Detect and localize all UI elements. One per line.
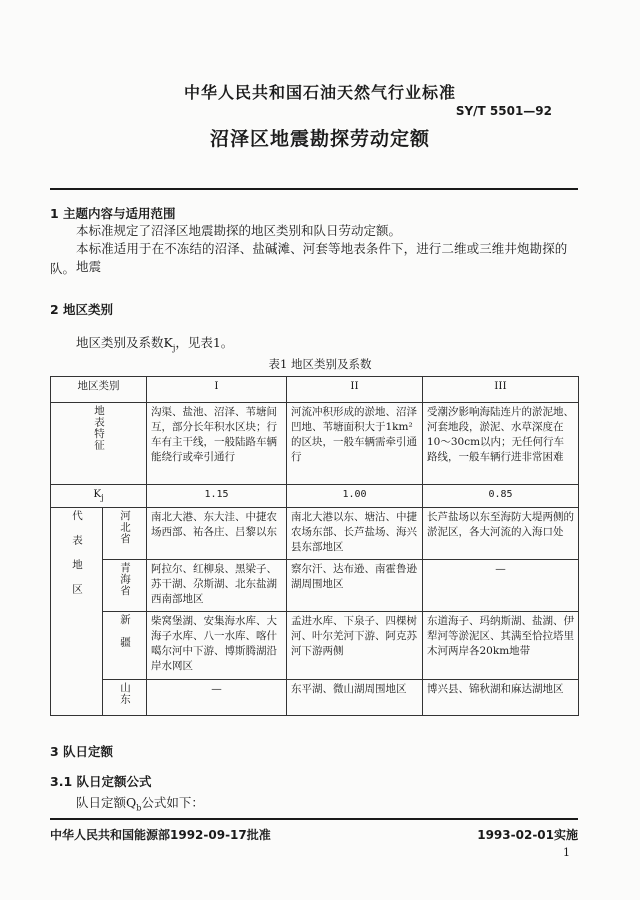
- surface-cell-1: 沟渠、盐池、沼泽、苇塘间互，部分长年积水区块；行车有主干线，一般陆路车辆能绕行或牵引通行: [147, 403, 287, 485]
- region-xinjiang-cell-1: 柴窝堡湖、安集海水库、大海子水库、八一水库、喀什噶尔河中下游、博斯腾湖沿岸水网区: [147, 612, 287, 680]
- page-number: 1: [563, 846, 570, 859]
- section-3-1-heading: 3.1 队日定额公式: [50, 774, 152, 789]
- section-2-intro-text: 地区类别及系数K: [76, 335, 173, 350]
- section-1-para-1: 本标准规定了沼泽区地震勘探的地区类别和队日劳动定额。: [76, 223, 402, 238]
- region-category-table: [50, 376, 579, 716]
- col-header-1: I: [147, 377, 287, 403]
- section-1-heading: 1 主题内容与适用范围: [50, 206, 176, 221]
- region-xinjiang-cell-3: 东道海子、玛纳斯湖、盐湖、伊犁河等淤泥区、其满至恰拉塔里木河两岸各20km地带: [423, 612, 579, 680]
- section-3-1-para: [76, 794, 204, 818]
- surface-label-cell: [51, 403, 147, 485]
- q-subscript: b: [136, 803, 142, 813]
- rep-label: 代表地区: [71, 510, 83, 609]
- footer-rule: [50, 818, 578, 820]
- org-title: 中华人民共和国石油天然气行业标准: [183, 83, 456, 102]
- region-shandong-cell-2: 东平湖、微山湖周围地区: [287, 680, 423, 716]
- section-3-1-para-text: 队日定额Q: [76, 795, 137, 810]
- region-hebei-cell-2: 南北大港以东、塘沽、中捷农场东部、长芦盐场、海兴县东部地区: [287, 508, 423, 560]
- k-row: [51, 485, 579, 508]
- section-1-para-2: [76, 240, 578, 276]
- region-name-qinghai: [103, 560, 147, 612]
- region-row-hebei: [51, 508, 579, 560]
- k-label-subscript: j: [101, 493, 104, 503]
- region-name-qinghai-text: 青海省: [119, 562, 131, 597]
- standard-code: SY/T 5501—92: [455, 104, 552, 118]
- section-2-heading: 2 地区类别: [50, 302, 114, 317]
- section-1-para-2-text: 本标准适用于在不冻结的沼泽、盐碱滩、河套等地表条件下，进行二维或三维井炮勘探的地震: [76, 241, 568, 274]
- region-qinghai-cell-2: 察尔汗、达布逊、南霍鲁逊湖周围地区: [287, 560, 423, 612]
- section-3-1-para-tail: 公式如下：: [141, 795, 204, 810]
- region-name-hebei: [103, 508, 147, 560]
- section-2-intro: [76, 334, 233, 358]
- surface-label: 地表特征: [93, 405, 105, 451]
- region-hebei-cell-3: 长芦盐场以东至海防大堤两侧的淤泥区，各大河流的入海口处: [423, 508, 579, 560]
- region-row-xinjiang: [51, 612, 579, 680]
- rep-label-cell: [51, 508, 103, 716]
- k-value-1: 1.15: [147, 485, 287, 508]
- table-header-row: [51, 377, 579, 403]
- region-name-shandong: [103, 680, 147, 716]
- header-label-cell: 地区类别: [51, 377, 147, 403]
- col-header-2: II: [287, 377, 423, 403]
- region-name-xinjiang: [103, 612, 147, 680]
- region-name-xinjiang-text: 新疆: [119, 614, 131, 660]
- region-xinjiang-cell-2: 孟进水库、下泉子、四棵树河、叶尔羌河下游、阿克苏河下游两侧: [287, 612, 423, 680]
- region-row-qinghai: [51, 560, 579, 612]
- k-label: K: [93, 488, 102, 500]
- implementation-text: 1993-02-01实施: [477, 828, 578, 842]
- document-title: 沼泽区地震勘探劳动定额: [209, 128, 430, 150]
- k-label-cell: [51, 485, 147, 508]
- region-name-hebei-text: 河北省: [119, 510, 131, 545]
- region-qinghai-cell-1: 阿拉尔、红柳泉、黑梁子、苏干湖、尕斯湖、北东盐湖西南部地区: [147, 560, 287, 612]
- region-shandong-cell-3: 博兴县、锦秋湖和麻达湖地区: [423, 680, 579, 716]
- region-qinghai-cell-3: —: [423, 560, 579, 612]
- k-value-3: 0.85: [423, 485, 579, 508]
- region-name-shandong-text: 山东: [119, 682, 131, 706]
- table-caption: 表1 地区类别及系数: [268, 357, 372, 371]
- k-value-2: 1.00: [287, 485, 423, 508]
- section-3-heading: 3 队日定额: [50, 744, 114, 759]
- surface-cell-2: 河流冲积形成的淤地、沼泽凹地、苇塘面积大于1km²的区块，一般车辆需牵引通行: [287, 403, 423, 485]
- section-1-para-2-cont: 队。: [50, 261, 76, 276]
- surface-row: [51, 403, 579, 485]
- surface-cell-3: 受潮汐影响海陆连片的淤泥地、河套地段，淤泥、水草深度在10～30cm以内；无任何行车路线，一般车辆行进非常困难: [423, 403, 579, 485]
- region-row-shandong: [51, 680, 579, 716]
- region-shandong-cell-1: —: [147, 680, 287, 716]
- k-subscript: j: [172, 343, 176, 353]
- col-header-3: III: [423, 377, 579, 403]
- header-rule: [50, 188, 578, 190]
- section-2-intro-tail: ，见表1。: [175, 335, 234, 350]
- approval-text: 中华人民共和国能源部1992-09-17批准: [50, 828, 271, 842]
- region-hebei-cell-1: 南北大港、东大洼、中捷农场西部、祐各庄、吕黎以东: [147, 508, 287, 560]
